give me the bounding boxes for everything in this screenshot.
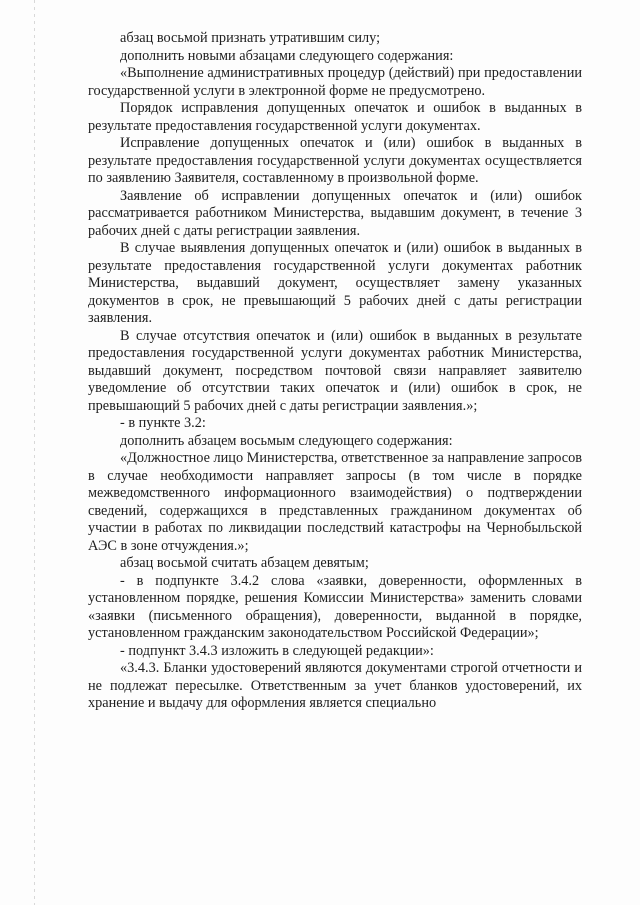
paragraph: В случае отсутствия опечаток и (или) ошибок в выданных в результате предоставления государственной услуги документах работник Министерства, выдавший документ, посредством почтовой связи направляет заявителю уведомление об отсутствии таких опечаток и (или) ошибок в срок, не превышающий 5 рабочих дней с даты регистрации заявления.»;: [88, 327, 582, 414]
paragraph: «Выполнение административных процедур (действий) при предоставлении государственной услуги в электронной форме не предусмотрено.: [88, 65, 582, 99]
paragraph: абзац восьмой признать утратившим силу;: [120, 30, 381, 46]
paragraph: дополнить новыми абзацами следующего содержания:: [120, 47, 454, 64]
paragraph: Исправление допущенных опечаток и (или) ошибок в выданных в результате предоставления государственной услуги документах осуществляется по заявлению Заявителя, составленному в произвольной форме.: [88, 135, 582, 186]
paragraph: «Должностное лицо Министерства, ответственное за направление запросов в случае необходимости направляет запросы (в том числе в порядке межведомственного информационного взаимодействия) о подтверждении сведений, содержащихся в представленных гражданином документах об участии в работах по ликвидации последствий катастрофы на Чернобыльской АЭС в зоне отчуждения.»;: [88, 450, 583, 554]
paragraph: Заявление об исправлении допущенных опечаток и (или) ошибок рассматривается работником Министерства, выдавшим документ, в течение 3 рабочих дней с даты регистрации заявления.: [88, 187, 582, 239]
scan-edge-line: [34, 0, 35, 905]
document-body: [88, 30, 582, 713]
paragraph: - в пункте 3.2:: [120, 415, 206, 431]
paragraph: абзац восьмой считать абзацем девятым;: [120, 555, 369, 571]
paragraph: - подпункт 3.4.3 изложить в следующей редакции»:: [120, 642, 434, 659]
paragraph: В случае выявления допущенных опечаток и (или) ошибок в выданных в результате предоставления государственной услуги документах работник Министерства, выдавший документ, осуществляет замену указанных документов в срок, не превышающий 5 рабочих дней с даты регистрации заявления.: [88, 240, 582, 326]
paragraph: «3.4.3. Бланки удостоверений являются документами строгой отчетности и не подлежат пересылке. Ответственным за учет бланков удостоверений, их хранение и выдачу для оформления является специально: [88, 660, 582, 711]
paragraph: Порядок исправления допущенных опечаток и ошибок в выданных в результате предоставления государственной услуги документах.: [88, 100, 582, 134]
paragraph: дополнить абзацем восьмым следующего содержания:: [120, 432, 453, 449]
paragraph: - в подпункте 3.4.2 слова «заявки, доверенности, оформленных в установленном порядке, решения Комиссии Министерства» заменить словами «заявки (письменного обращения), доверенности, выданной в порядке, установленном гражданским законодательством Российской Федерации»;: [88, 572, 582, 641]
